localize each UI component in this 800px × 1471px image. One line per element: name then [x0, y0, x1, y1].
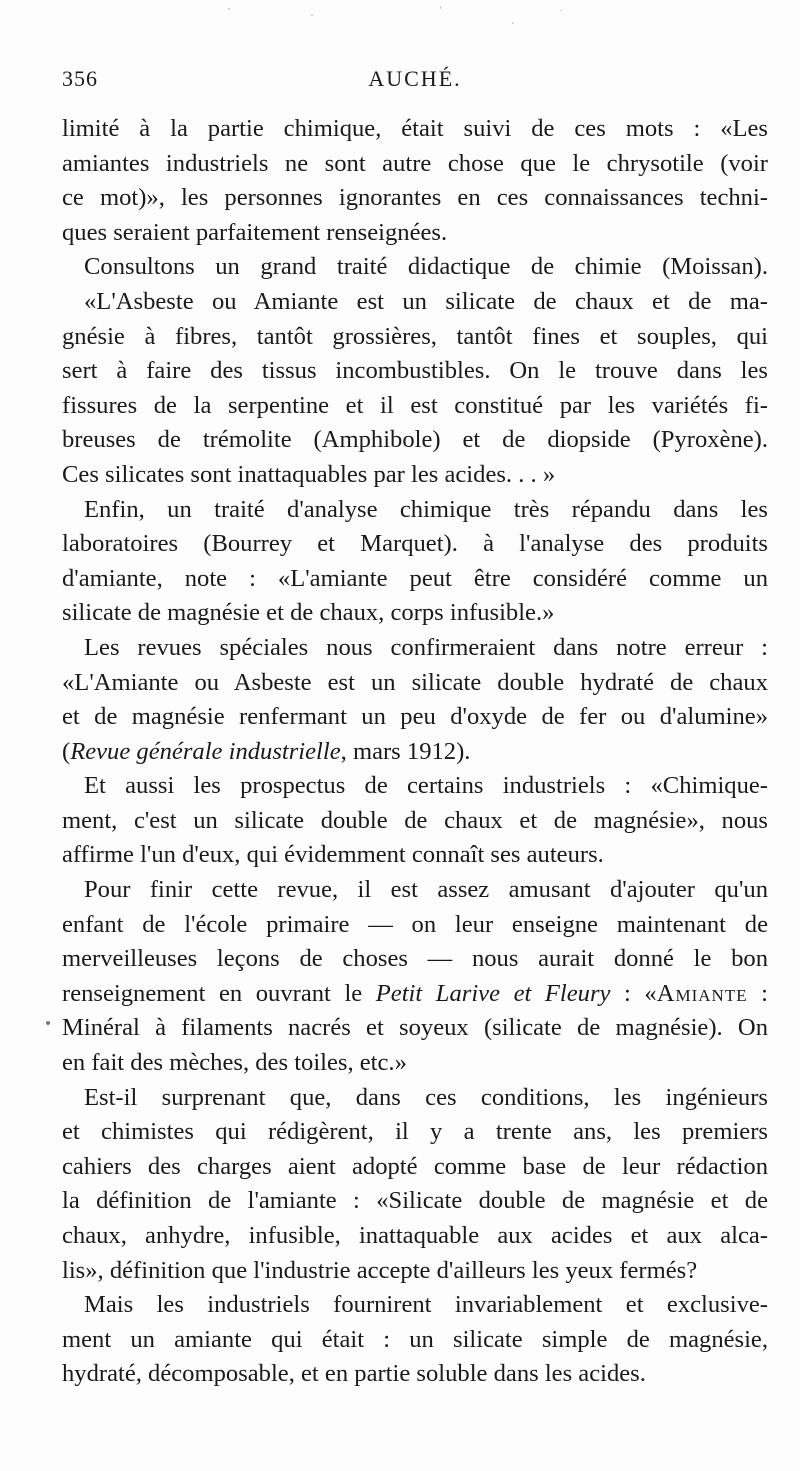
entry-headword: Amiante: [656, 979, 748, 1007]
text-run: : «: [610, 979, 657, 1007]
text-line: cahiers des charges aient adopté comme base de leur rédaction: [62, 1152, 768, 1180]
text-line: Les revues spéciales nous confirmeraient dans notre erreur :: [84, 633, 768, 661]
text-line: Et aussi les prospectus de certains industriels : «Chimique-: [84, 772, 768, 800]
text-run: , mars 1912).: [340, 737, 471, 765]
text-line: lis», définition que l'industrie accepte d'ailleurs les yeux fermés?: [62, 1256, 698, 1284]
text-line: la définition de l'amiante : «Silicate double de magnésie et de: [62, 1187, 768, 1215]
text-line: hydraté, décomposable, et en partie soluble dans les acides.: [62, 1360, 646, 1388]
text-line: ment, c'est un silicate double de chaux et de magnésie», nous: [62, 806, 768, 834]
text-line: silicate de magnésie et de chaux, corps infusible.»: [62, 599, 555, 627]
text-line: d'amiante, note : «L'amiante peut être considéré comme un: [62, 564, 768, 592]
text-line: merveilleuses leçons de choses — nous aurait donné le bon: [62, 945, 768, 973]
text-line: et chimistes qui rédigèrent, il y a trente ans, les premiers: [62, 1118, 768, 1146]
text-line: Mais les industriels fournirent invariablement et exclusive-: [84, 1291, 768, 1319]
text-line: ques seraient parfaitement renseignées.: [62, 218, 448, 246]
page-header: [62, 66, 768, 100]
text-line: limité à la partie chimique, était suivi de ces mots : «Les: [62, 115, 768, 142]
text-line: ce mot)», les personnes ignorantes en ces connaissances techni-: [62, 184, 768, 212]
scan-specks: [0, 0, 800, 40]
text-line: [62, 735, 768, 770]
text-line: ment un amiante qui était : un silicate simple de magnésie,: [62, 1325, 768, 1353]
text-run: :: [747, 979, 769, 1007]
text-line: gnésie à fibres, tantôt grossières, tantôt fines et souples, qui: [62, 322, 768, 350]
body-text: [62, 112, 768, 1392]
text-line: amiantes industriels ne sont autre chose que le chrysotile (voir: [62, 149, 768, 177]
text-line: «L'Amiante ou Asbeste est un silicate double hydraté de chaux: [62, 668, 768, 696]
margin-mark: [46, 1021, 50, 1025]
text-line: Pour finir cette revue, il est assez amusant d'ajouter qu'un: [84, 876, 768, 904]
text-run: renseignement en ouvrant le: [62, 979, 376, 1007]
text-line: Minéral à filaments nacrés et soyeux (silicate de magnésie). On: [62, 1014, 768, 1042]
text-line: Consultons un grand traité didactique de chimie (Moissan).: [84, 253, 768, 281]
text-line: en fait des mèches, des toiles, etc.»: [62, 1049, 407, 1077]
page-number: 356: [62, 66, 98, 91]
text-line: «L'Asbeste ou Amiante est un silicate de chaux et de ma-: [84, 287, 768, 315]
text-line: Est-il surprenant que, dans ces conditions, les ingénieurs: [84, 1083, 768, 1111]
journal-title: Revue générale industrielle: [70, 737, 341, 765]
text-line: affirme l'un d'eux, qui évidemment connaît ses auteurs.: [62, 841, 604, 869]
text-line: enfant de l'école primaire — on leur enseigne maintenant de: [62, 910, 768, 938]
text-line: laboratoires (Bourrey et Marquet). à l'analyse des produits: [62, 530, 768, 558]
text-line: chaux, anhydre, infusible, inattaquable aux acides et aux alca-: [62, 1222, 768, 1249]
text-run: (: [62, 737, 71, 765]
text-line: fissures de la serpentine et il est constitué par les variétés fi-: [62, 391, 768, 419]
text-line: breuses de trémolite (Amphibole) et de diopside (Pyroxène).: [62, 426, 768, 454]
running-head: AUCHÉ.: [368, 66, 462, 91]
text-line: Enfin, un traité d'analyse chimique très répandu dans les: [84, 495, 768, 523]
text-line: Ces silicates sont inattaquables par les acides. . . »: [62, 460, 556, 488]
text-line: et de magnésie renfermant un peu d'oxyde de fer ou d'alumine»: [62, 703, 768, 731]
text-line: [62, 977, 768, 1012]
text-line: sert à faire des tissus incombustibles. On le trouve dans les: [62, 357, 768, 385]
dictionary-title: Petit Larive et Fleury: [375, 979, 611, 1007]
